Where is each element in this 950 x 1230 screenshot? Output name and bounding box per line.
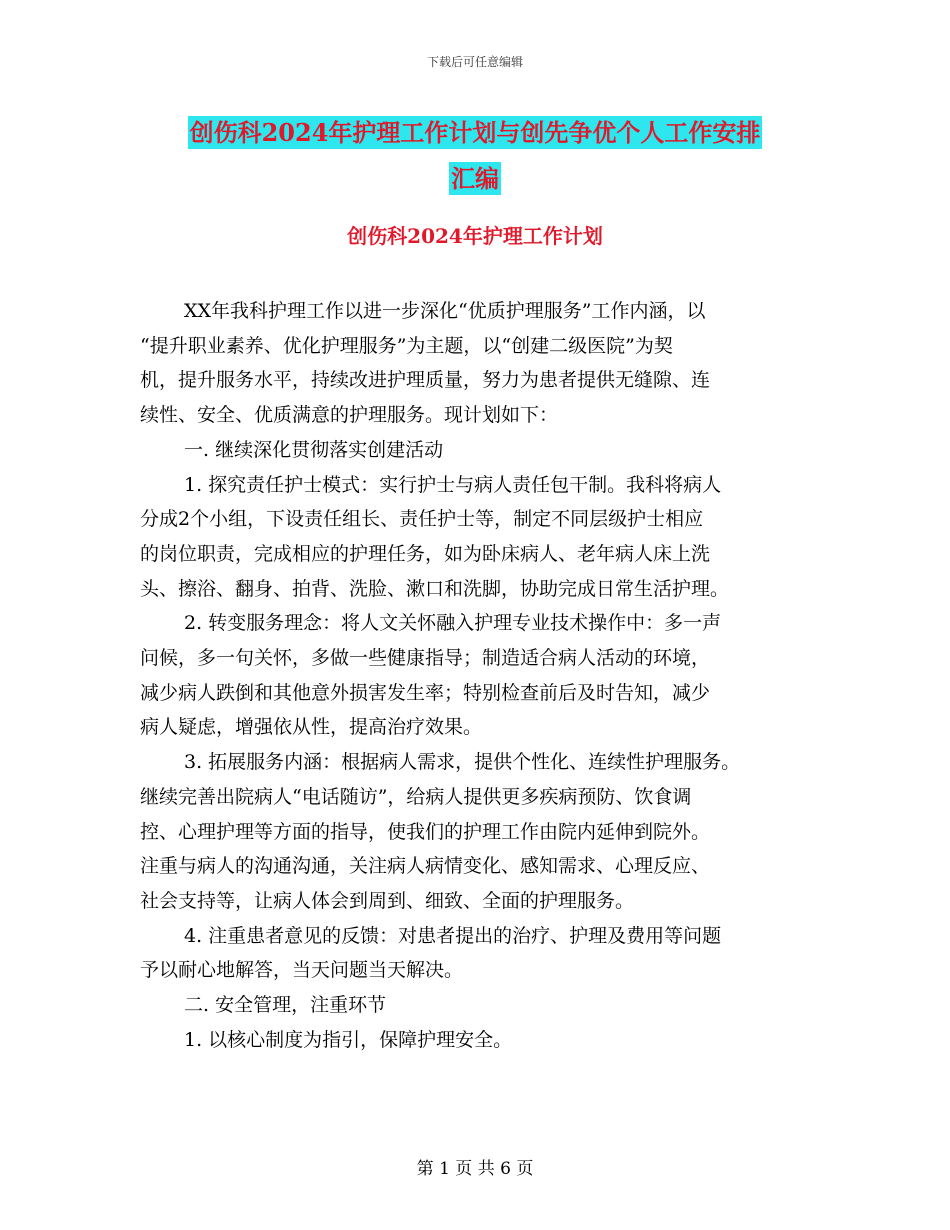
page-footer: 第 1 页 共 6 页 xyxy=(416,1159,534,1179)
body-line: 分成2个小组，下设责任组长、责任护士等，制定不同层级护士相应 xyxy=(140,508,704,531)
body-line: XX年我科护理工作以进一步深化“优质护理服务”工作内涵，以 xyxy=(184,300,706,322)
body-line: 机，提升服务水平，持续改进护理质量，努力为患者提供无缝隙、连 xyxy=(140,369,711,392)
body-line: 减少病人跌倒和其他意外损害发生率；特别检查前后及时告知，减少 xyxy=(140,681,711,704)
body-line: 社会支持等，让病人体会到周到、细致、全面的护理服务。 xyxy=(140,889,635,912)
document-title-line-2: 汇编 xyxy=(451,164,499,193)
body-line: 继续完善出院病人“电话随访”，给病人提供更多疾病预防、饮食调 xyxy=(140,785,692,808)
body-line: 控、心理护理等方面的指导，使我们的护理工作由院内延伸到院外。 xyxy=(140,820,711,843)
body-line: 4. 注重患者意见的反馈：对患者提出的治疗、护理及费用等问题 xyxy=(184,924,722,947)
body-line: 2. 转变服务理念：将人文关怀融入护理专业技术操作中：多一声 xyxy=(184,612,722,635)
document-title-line-1: 创伤科2024年护理工作计划与创先争优个人工作安排 xyxy=(189,118,761,147)
body-line: 头、擦浴、翻身、拍背、洗脸、漱口和洗脚，协助完成日常生活护理。 xyxy=(140,577,730,600)
body-line: 1. 探究责任护士模式：实行护士与病人责任包干制。我科将病人 xyxy=(184,473,722,496)
body-line: 病人疑虑，增强依从性，提高治疗效果。 xyxy=(140,716,483,739)
document-body xyxy=(140,294,830,1057)
heading-line: 二. 安全管理，注重环节 xyxy=(184,994,387,1017)
section-title: 创伤科2024年护理工作计划 xyxy=(347,224,603,248)
body-line: 3. 拓展服务内涵：根据病人需求，提供个性化、连续性护理服务。 xyxy=(184,751,741,774)
body-line: 续性、安全、优质满意的护理服务。现计划如下： xyxy=(140,404,559,427)
body-line: 的岗位职责，完成相应的护理任务，如为卧床病人、老年病人床上洗 xyxy=(140,542,711,565)
header-note: 下载后可任意编辑 xyxy=(426,55,523,69)
body-line: 注重与病人的沟通沟通，关注病人病情变化、感知需求、心理反应、 xyxy=(140,855,711,878)
body-line: “提升职业素养、优化护理服务”为主题，以“创建二级医院”为契 xyxy=(140,334,673,357)
body-line: 予以耐心地解答，当天问题当天解决。 xyxy=(140,959,464,982)
heading-line: 一. 继续深化贯彻落实创建活动 xyxy=(184,438,444,461)
body-line: 1. 以核心制度为指引，保障护理安全。 xyxy=(184,1028,513,1051)
body-line: 问候，多一句关怀，多做一些健康指导；制造适合病人活动的环境， xyxy=(140,647,711,670)
document-title xyxy=(0,110,950,202)
